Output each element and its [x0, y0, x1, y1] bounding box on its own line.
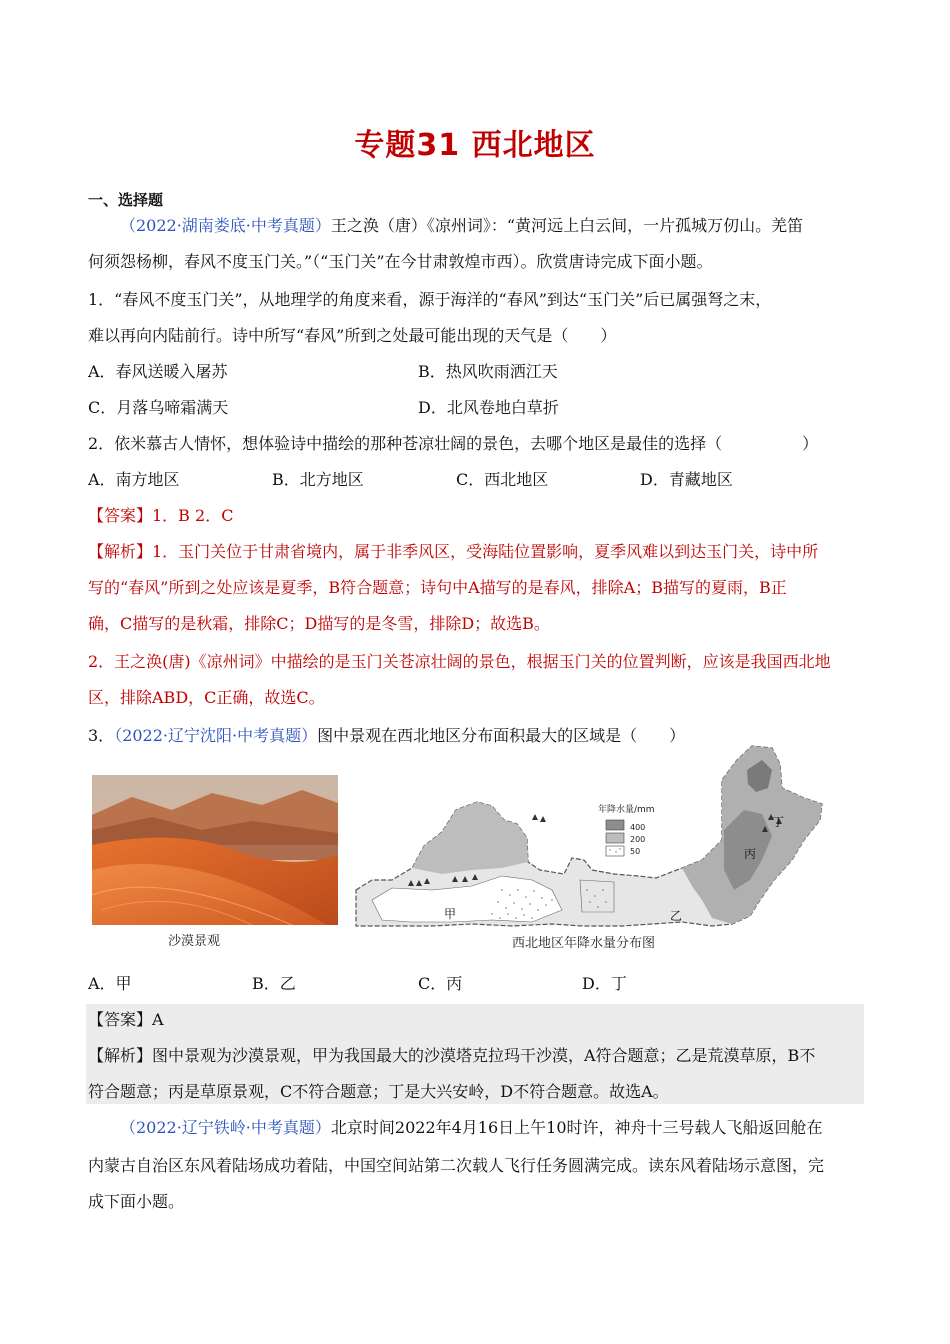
intro2-line2: 内蒙古自治区东风着陆场成功着陆，中国空间站第二次载人飞行任务圆满完成。读东风着陆场示意图，完	[88, 1156, 825, 1175]
photo-caption: 沙漠景观	[168, 934, 221, 949]
intro2-line3: 成下面小题。	[88, 1192, 185, 1211]
answer-q3: 【答案】A	[88, 1010, 164, 1029]
q3-number: 3．	[88, 726, 115, 745]
map-label-yi: 乙	[670, 909, 683, 923]
legend-value-50: 50	[630, 847, 641, 856]
q1-line1: 1．“春风不度玉门关”，从地理学的角度来看，源于海洋的“春风”到达“玉门关”后已属强弩之末，	[88, 290, 772, 309]
intro2-text: 北京时间2022年4月16日上午10时许，神舟十三号载人飞船返回舱在	[330, 1118, 823, 1137]
map-caption: 西北地区年降水量分布图	[512, 936, 656, 951]
q3-option-a: A．甲	[88, 974, 132, 993]
q3-option-c: C．丙	[418, 974, 463, 993]
q2-option-d: D．青藏地区	[640, 470, 733, 489]
explanation-q3-line2: 符合题意；丙是草原景观，C不符合题意；丁是大兴安岭，D不符合题意。故选A。	[88, 1082, 669, 1101]
intro2-source: （2022·辽宁铁岭·中考真题）	[120, 1118, 331, 1137]
explanation-line3: 确，C描写的是秋霜，排除C；D描写的是冬雪，排除D；故选B。	[88, 614, 550, 633]
q2-option-a: A．南方地区	[88, 470, 180, 489]
q2-option-c: C．西北地区	[456, 470, 549, 489]
q3-source: （2022·辽宁沈阳·中考真题）	[114, 726, 318, 745]
q3-text: 图中景观在西北地区分布面积最大的区域是（ ）	[317, 726, 686, 745]
explanation-q3-line1: 【解析】图中景观为沙漠景观，甲为我国最大的沙漠塔克拉玛干沙漠，A符合题意；乙是荒漠草原，B不	[88, 1046, 816, 1065]
precipitation-map	[352, 740, 832, 930]
q2-option-b: B．北方地区	[272, 470, 364, 489]
map-label-jia: 甲	[444, 907, 457, 921]
q2-line1: 2．依米慕古人情怀，想体验诗中描绘的那种苍凉壮阔的景色，去哪个地区是最佳的选择（ ）	[88, 434, 819, 453]
q3-option-b: B．乙	[252, 974, 296, 993]
section-heading: 一、选择题	[88, 191, 164, 209]
q1-option-c: C．月落乌啼霜满天	[88, 398, 229, 417]
intro1-line1	[120, 216, 803, 236]
explanation-line2: 写的“春风”所到之处应该是夏季，B符合题意；诗句中A描写的是春风，排除A；B描写的夏雨，B正	[88, 578, 787, 597]
q3-option-d: D．丁	[582, 974, 627, 993]
map-label-ding: 丁	[772, 815, 785, 829]
explanation-line1: 【解析】1．玉门关位于甘肃省境内，属于非季风区，受海陆位置影响，夏季风难以到达玉门关，诗中所	[88, 542, 819, 561]
legend-title: 年降水量/mm	[598, 805, 655, 815]
intro1-text: 王之涣（唐）《凉州词》：“黄河远上白云间，一片孤城万仞山。羌笛	[330, 216, 804, 235]
answer-q1-q2: 【答案】1．B 2．C	[88, 506, 234, 525]
q1-option-d: D．北风卷地白草折	[418, 398, 559, 417]
q1-option-b: B．热风吹雨洒江天	[418, 362, 558, 381]
intro2-line1	[120, 1118, 823, 1138]
q1-line2: 难以再向内陆前行。诗中所写“春风”所到之处最可能出现的天气是（ ）	[88, 326, 617, 345]
legend-value-200: 200	[630, 835, 646, 844]
explanation-line4: 2．王之涣(唐)《凉州词》中描绘的是玉门关苍凉壮阔的景色，根据玉门关的位置判断，应该是我国西北地	[88, 652, 831, 671]
intro1-line2: 何须怨杨柳，春风不度玉门关。”（“玉门关”在今甘肃敦煌市西）。欣赏唐诗完成下面小题。	[88, 252, 713, 271]
q1-option-a: A．春风送暖入屠苏	[88, 362, 228, 381]
desert-photo	[92, 775, 338, 925]
intro1-source: （2022·湖南娄底·中考真题）	[120, 216, 331, 235]
legend-value-400: 400	[630, 823, 646, 832]
explanation-line5: 区，排除ABD，C正确，故选C。	[88, 688, 325, 707]
map-label-bing: 丙	[744, 847, 757, 861]
page-title: 专题31 西北地区	[354, 128, 596, 163]
